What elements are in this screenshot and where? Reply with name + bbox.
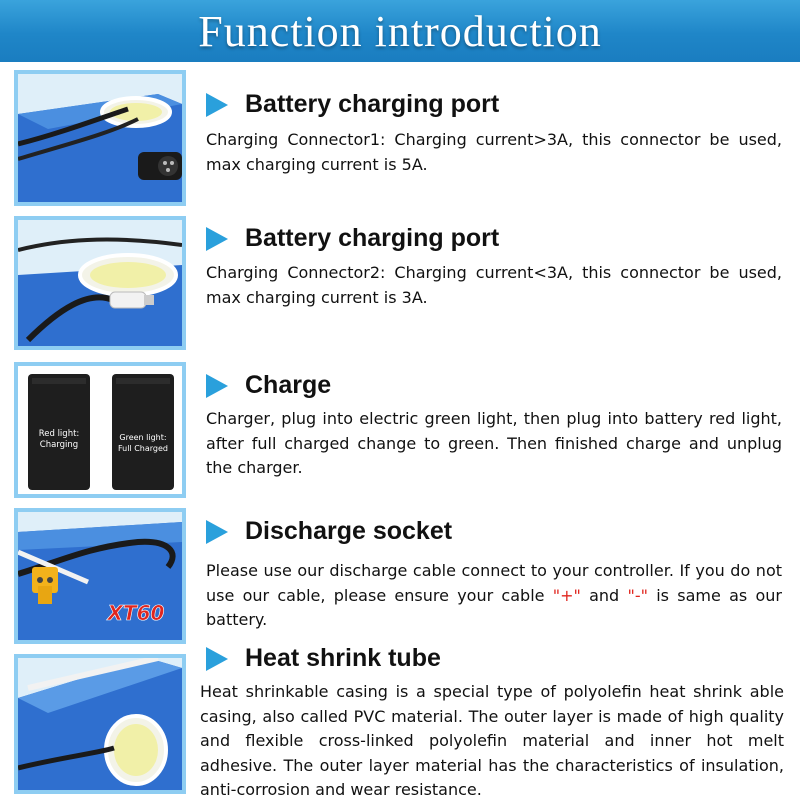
section-description-2: Charging Connector2: Charging current<3A, this connector be used, max charging current is 3A. (206, 263, 782, 307)
section-description-4 (206, 559, 782, 633)
charging-label: Charging (39, 440, 79, 450)
title-banner (0, 0, 800, 62)
minus-sign: "-" (627, 585, 648, 605)
description-and: and (580, 585, 628, 605)
heading-text: Discharge socket (245, 517, 453, 545)
heading-text: Battery charging port (245, 90, 500, 118)
arrow-right-icon (206, 647, 228, 671)
charger-image (14, 362, 186, 498)
section-heading-charging-port-1 (206, 90, 499, 119)
heading-text: Heat shrink tube (245, 644, 441, 672)
section-heading-heat-shrink-tube (206, 644, 441, 673)
arrow-right-icon (206, 227, 228, 251)
section-description-5: Heat shrinkable casing is a special type of polyolefin heat shrink able casing, also called PVC material. The outer layer is made of high quality and flexible cross-linked polyolefin material and inner hot melt adhesive. The outer layer material has the characteristics of insulation, anti-corrosion and wear resistance. (200, 682, 784, 799)
section-description-3: Charger, plug into electric green light, then plug into battery red light, after full charged change to green. Then finished charge and unplug the charger. (206, 409, 782, 477)
green-light-label: Green light: (119, 433, 167, 442)
heading-text: Charge (245, 371, 332, 399)
section-heading-charge (206, 371, 331, 400)
discharge-socket-image (14, 508, 186, 644)
description-text-part-2: is same as our battery. (206, 585, 783, 629)
charging-port-2-image (14, 216, 186, 350)
charging-port-1-image (14, 70, 186, 206)
page-title: Function introduction (198, 6, 602, 56)
xt60-label: XT60 (107, 601, 165, 625)
plus-sign: "+" (552, 585, 581, 605)
full-charged-label: Full Charged (117, 444, 169, 453)
heading-text: Battery charging port (245, 224, 500, 252)
heat-shrink-tube-image (14, 654, 186, 794)
arrow-right-icon (206, 93, 228, 117)
arrow-right-icon (206, 520, 228, 544)
section-description-1: Charging Connector1: Charging current>3A, this connector be used, max charging current is 5A. (206, 130, 782, 174)
section-heading-discharge-socket (206, 517, 452, 546)
section-heading-charging-port-2 (206, 224, 499, 253)
arrow-right-icon (206, 374, 228, 398)
description-text-part-1: Please use our discharge cable connect to your controller. If you do not use our cable, please ensure your cable (206, 561, 782, 605)
red-light-label: Red light: (38, 429, 80, 439)
